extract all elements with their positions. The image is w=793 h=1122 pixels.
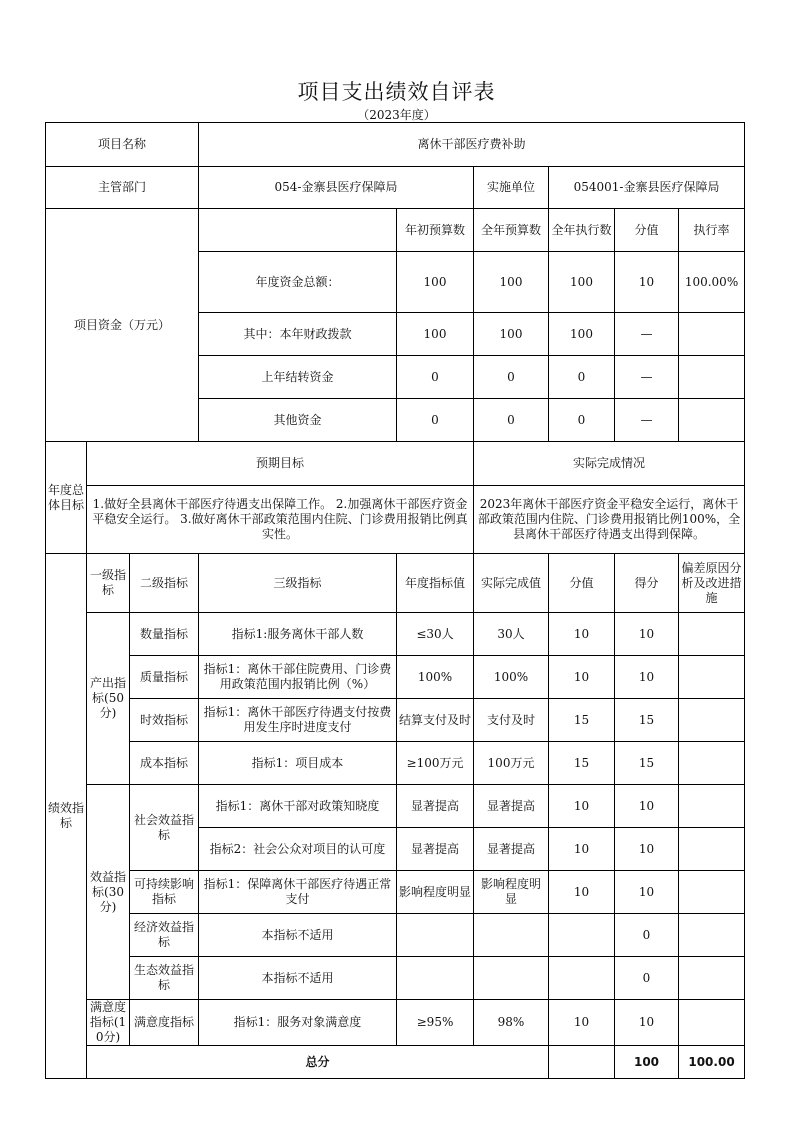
score-value-cell: 10 <box>549 828 615 871</box>
table-row <box>46 699 745 742</box>
reason-cell <box>679 828 745 871</box>
project-name-value: 离休干部医疗费补助 <box>199 123 745 167</box>
funds-rate: 100.00% <box>679 252 745 313</box>
page-title: 项目支出绩效自评表 <box>297 80 496 104</box>
funds-row-name: 其中：本年财政拨款 <box>199 313 397 356</box>
level3-cell: 指标1:服务离休干部人数 <box>199 613 397 656</box>
reason-cell <box>679 1000 745 1046</box>
actual-cell <box>474 957 549 1000</box>
funds-executed: 0 <box>549 399 615 442</box>
funds-row-name: 上年结转资金 <box>199 356 397 399</box>
department-value: 054-金寨县医疗保障局 <box>199 167 474 209</box>
level2-cell: 数量指标 <box>130 613 199 656</box>
score-value-cell: 15 <box>549 742 615 785</box>
score-value-cell: 10 <box>549 1000 615 1046</box>
funds-score-value: — <box>615 356 679 399</box>
level3-cell: 本指标不适用 <box>199 957 397 1000</box>
score-value-cell: 15 <box>549 699 615 742</box>
level3-cell: 指标1：保障离休干部医疗待遇正常支付 <box>199 871 397 914</box>
target-cell <box>397 914 474 957</box>
table-row <box>46 914 745 957</box>
funds-label: 项目资金（万元） <box>46 209 199 442</box>
score-cell: 0 <box>615 914 679 957</box>
reason-cell <box>679 699 745 742</box>
indicator-header-score-value: 分值 <box>549 554 615 613</box>
funds-header-score-value: 分值 <box>615 209 679 252</box>
output-group-label: 产出指标(50分) <box>87 613 130 785</box>
funds-executed: 100 <box>549 252 615 313</box>
expected-goal-header: 预期目标 <box>87 442 474 486</box>
funds-score-value: 10 <box>615 252 679 313</box>
level3-cell: 指标1：离休干部住院费用、门诊费用政策范围内报销比例（%） <box>199 656 397 699</box>
reason-cell <box>679 613 745 656</box>
reason-cell <box>679 914 745 957</box>
level2-cell: 满意度指标 <box>130 1000 199 1046</box>
level3-cell: 指标1：项目成本 <box>199 742 397 785</box>
reason-cell <box>679 656 745 699</box>
score-value-cell: 10 <box>549 871 615 914</box>
funds-initial: 0 <box>397 356 474 399</box>
score-value-cell: 10 <box>549 613 615 656</box>
score-cell: 10 <box>615 1000 679 1046</box>
table-row <box>46 957 745 1000</box>
score-cell: 10 <box>615 656 679 699</box>
score-value-cell: 10 <box>549 656 615 699</box>
funds-full: 100 <box>474 252 549 313</box>
funds-header-rate: 执行率 <box>679 209 745 252</box>
funds-score-value: — <box>615 313 679 356</box>
target-cell: 结算支付及时 <box>397 699 474 742</box>
target-cell: 显著提高 <box>397 828 474 871</box>
score-cell: 15 <box>615 699 679 742</box>
reason-cell <box>679 742 745 785</box>
level3-cell: 指标1：离休干部对政策知晓度 <box>199 785 397 828</box>
score-value-cell <box>549 914 615 957</box>
funds-header-executed: 全年执行数 <box>549 209 615 252</box>
indicator-header-target: 年度指标值 <box>397 554 474 613</box>
total-row <box>46 1046 745 1079</box>
page-subtitle: （2023年度） <box>357 108 436 122</box>
funds-executed: 100 <box>549 313 615 356</box>
funds-rate <box>679 399 745 442</box>
actual-cell: 30人 <box>474 613 549 656</box>
funds-rate <box>679 356 745 399</box>
level3-cell: 指标1：服务对象满意度 <box>199 1000 397 1046</box>
actual-cell: 显著提高 <box>474 828 549 871</box>
level2-cell: 社会效益指标 <box>130 785 199 871</box>
total-score-value: 100 <box>615 1046 679 1079</box>
indicator-header-level1: 一级指标 <box>87 554 130 613</box>
actual-cell: 显著提高 <box>474 785 549 828</box>
funds-full: 0 <box>474 399 549 442</box>
funds-row-name: 其他资金 <box>199 399 397 442</box>
funds-initial: 0 <box>397 399 474 442</box>
table-row <box>46 785 745 828</box>
actual-cell: 影响程度明显 <box>474 871 549 914</box>
target-cell: 100% <box>397 656 474 699</box>
score-cell: 15 <box>615 742 679 785</box>
total-score: 100.00 <box>679 1046 745 1079</box>
score-cell: 10 <box>615 828 679 871</box>
table-row <box>46 742 745 785</box>
actual-cell: 100% <box>474 656 549 699</box>
implementing-unit-label: 实施单位 <box>474 167 549 209</box>
implementing-unit-value: 054001-金寨县医疗保障局 <box>549 167 745 209</box>
actual-cell: 支付及时 <box>474 699 549 742</box>
department-label: 主管部门 <box>46 167 199 209</box>
project-name-label: 项目名称 <box>46 123 199 167</box>
indicator-header-level2: 二级指标 <box>130 554 199 613</box>
funds-row-name: 年度资金总额： <box>199 252 397 313</box>
total-blank <box>549 1046 615 1079</box>
table-row <box>46 656 745 699</box>
score-value-cell <box>549 957 615 1000</box>
funds-rate <box>679 313 745 356</box>
indicator-header-level3: 三级指标 <box>199 554 397 613</box>
funds-score-value: — <box>615 399 679 442</box>
level2-cell: 成本指标 <box>130 742 199 785</box>
score-cell: 10 <box>615 785 679 828</box>
satisfaction-group-label: 满意度指标(10分) <box>87 1000 130 1046</box>
indicator-header-score: 得分 <box>615 554 679 613</box>
funds-initial: 100 <box>397 313 474 356</box>
evaluation-table <box>45 122 745 1079</box>
reason-cell <box>679 957 745 1000</box>
level2-cell: 生态效益指标 <box>130 957 199 1000</box>
target-cell: 影响程度明显 <box>397 871 474 914</box>
target-cell: ≥95% <box>397 1000 474 1046</box>
actual-completion-text: 2023年离休干部医疗资金平稳安全运行，离休干部政策范围内住院、门诊费用报销比例100%，全县离休干部医疗待遇支出得到保障。 <box>474 486 745 554</box>
funds-executed: 0 <box>549 356 615 399</box>
actual-cell: 100万元 <box>474 742 549 785</box>
performance-indicators-label: 绩效指标 <box>46 554 87 1079</box>
annual-goal-label: 年度总体目标 <box>46 442 87 554</box>
level3-cell: 指标1：离休干部医疗待遇支付按费用发生序时进度支付 <box>199 699 397 742</box>
level2-cell: 时效指标 <box>130 699 199 742</box>
score-cell: 10 <box>615 613 679 656</box>
score-value-cell: 10 <box>549 785 615 828</box>
funds-header-full: 全年预算数 <box>474 209 549 252</box>
target-cell: ≥100万元 <box>397 742 474 785</box>
funds-full: 0 <box>474 356 549 399</box>
actual-cell <box>474 914 549 957</box>
funds-header-initial: 年初预算数 <box>397 209 474 252</box>
reason-cell <box>679 785 745 828</box>
indicator-header-reason: 偏差原因分析及改进措施 <box>679 554 745 613</box>
actual-cell: 98% <box>474 1000 549 1046</box>
funds-full: 100 <box>474 313 549 356</box>
target-cell <box>397 957 474 1000</box>
benefit-group-label: 效益指标(30分) <box>87 785 130 1000</box>
target-cell: ≤30人 <box>397 613 474 656</box>
level2-cell: 质量指标 <box>130 656 199 699</box>
total-label: 总分 <box>87 1046 549 1079</box>
score-cell: 0 <box>615 957 679 1000</box>
level2-cell: 经济效益指标 <box>130 914 199 957</box>
actual-completion-header: 实际完成情况 <box>474 442 745 486</box>
table-row <box>46 613 745 656</box>
level3-cell: 指标2：社会公众对项目的认可度 <box>199 828 397 871</box>
level3-cell: 本指标不适用 <box>199 914 397 957</box>
expected-goal-text: 1.做好全县离休干部医疗待遇支出保障工作。 2.加强离休干部医疗资金平稳安全运行。 3.做好离休干部政策范围内住院、门诊费用报销比例真实性。 <box>87 486 474 554</box>
table-row <box>46 871 745 914</box>
table-row <box>46 1000 745 1046</box>
reason-cell <box>679 871 745 914</box>
indicator-header-actual: 实际完成值 <box>474 554 549 613</box>
funds-header-blank <box>199 209 397 252</box>
score-cell: 10 <box>615 871 679 914</box>
funds-initial: 100 <box>397 252 474 313</box>
target-cell: 显著提高 <box>397 785 474 828</box>
level2-cell: 可持续影响指标 <box>130 871 199 914</box>
